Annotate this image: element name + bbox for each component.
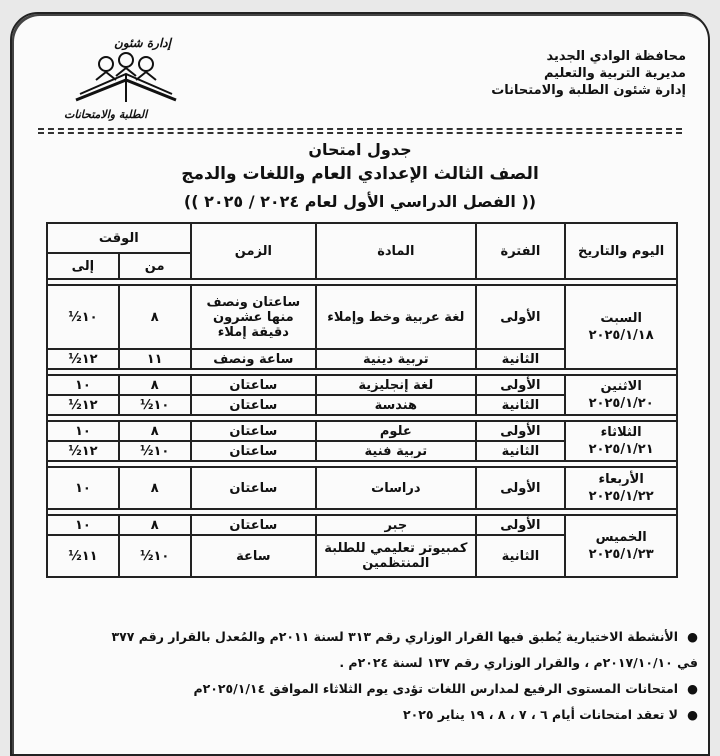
to-cell: ١٠½ bbox=[47, 285, 119, 349]
bullet-icon: ● bbox=[687, 629, 698, 644]
department-logo bbox=[52, 36, 202, 126]
period-cell: الثانية bbox=[476, 349, 566, 369]
from-cell: ٨ bbox=[119, 467, 191, 509]
to-cell: ١٢½ bbox=[47, 395, 119, 415]
period-cell: الثانية bbox=[476, 535, 566, 577]
period-cell: الأولى bbox=[476, 285, 566, 349]
subject-cell: لغة إنجليزية bbox=[316, 375, 475, 395]
period-cell: الأولى bbox=[476, 467, 566, 509]
period-cell: الثانية bbox=[476, 395, 566, 415]
day-cell bbox=[565, 467, 677, 509]
duration-cell: ساعتان bbox=[191, 421, 317, 441]
subject-cell: جبر bbox=[316, 515, 475, 535]
from-cell: ٨ bbox=[119, 515, 191, 535]
duration-cell: ساعتان bbox=[191, 375, 317, 395]
period-cell: الأولى bbox=[476, 515, 566, 535]
table-row bbox=[47, 285, 677, 349]
to-cell: ١١½ bbox=[47, 535, 119, 577]
period-cell: الثانية bbox=[476, 441, 566, 461]
table-row bbox=[47, 515, 677, 535]
day-cell bbox=[565, 285, 677, 369]
header-subject: المادة bbox=[316, 223, 475, 279]
grade-title: الصف الثالث الإعدادي العام واللغات والدمج bbox=[181, 164, 539, 184]
header-divider-2 bbox=[38, 132, 682, 134]
table-row bbox=[47, 421, 677, 441]
duration-cell: ساعتان bbox=[191, 515, 317, 535]
bullet-icon: ● bbox=[687, 681, 698, 696]
to-cell: ١٠ bbox=[47, 421, 119, 441]
day-name: الأربعاء bbox=[598, 472, 644, 487]
from-cell: ١٠½ bbox=[119, 535, 191, 577]
from-cell: ١٠½ bbox=[119, 395, 191, 415]
header-time: الوقت bbox=[47, 223, 191, 253]
header-period: الفترة bbox=[476, 223, 566, 279]
subject-cell: علوم bbox=[316, 421, 475, 441]
subject-cell: لغة عربية وخط وإملاء bbox=[316, 285, 475, 349]
day-date: ٢٠٢٥/١/١٨ bbox=[588, 328, 654, 343]
to-cell: ١٢½ bbox=[47, 441, 119, 461]
to-cell: ١٠ bbox=[47, 515, 119, 535]
period-cell: الأولى bbox=[476, 421, 566, 441]
to-cell: ١٠ bbox=[47, 467, 119, 509]
header-day: اليوم والتاريخ bbox=[565, 223, 677, 279]
note-activities-continued: في ٢٠١٧/١٠/١٠م ، والقرار الوزاري رقم ١٣٧ لسنة ٢٠٢٤م . bbox=[339, 655, 698, 670]
day-cell bbox=[565, 375, 677, 415]
day-name: الخميس bbox=[595, 530, 647, 545]
note-no-exams: لا تعقد امتحانات أيام ٦ ، ٧ ، ٨ ، ١٩ يناير ٢٠٢٥ bbox=[402, 707, 678, 722]
subject-cell: هندسة bbox=[316, 395, 475, 415]
duration-cell: ساعتان ونصف منها عشرون دقيقة إملاء bbox=[191, 285, 317, 349]
day-cell bbox=[565, 421, 677, 461]
day-date: ٢٠٢٥/١/٢٢ bbox=[588, 489, 654, 504]
organization-block bbox=[491, 48, 686, 99]
header-duration: الزمن bbox=[191, 223, 317, 279]
day-cell bbox=[565, 515, 677, 577]
day-date: ٢٠٢٥/١/٢١ bbox=[588, 442, 654, 457]
duration-cell: ساعتان bbox=[191, 441, 317, 461]
subject-cell: تربية دينية bbox=[316, 349, 475, 369]
org-line-directorate: مديرية التربية والتعليم bbox=[543, 66, 686, 81]
note-item bbox=[40, 676, 698, 702]
notes-section bbox=[40, 624, 698, 728]
logo-bottom-text: الطلبة والامتحانات bbox=[64, 108, 148, 121]
duration-cell: ساعة bbox=[191, 535, 317, 577]
day-date: ٢٠٢٥/١/٢٠ bbox=[588, 396, 654, 411]
term-title: (( الفصل الدراسي الأول لعام ٢٠٢٤ / ٢٠٢٥ )) bbox=[183, 192, 537, 211]
note-activities: الأنشطة الاختيارية يُطبق فيها القرار الوزاري رقم ٣١٣ لسنة ٢٠١١م والمُعدل بالقرار رقم ٣٧٧ bbox=[111, 629, 678, 644]
page-title: جدول امتحان bbox=[308, 140, 412, 159]
subject-cell: كمبيوتر تعليمي للطلبة المنتظمين bbox=[316, 535, 475, 577]
title-block bbox=[12, 140, 708, 216]
header-divider bbox=[38, 128, 682, 130]
day-date: ٢٠٢٥/١/٢٣ bbox=[588, 547, 654, 562]
period-cell: الأولى bbox=[476, 375, 566, 395]
day-name: الثلاثاء bbox=[600, 425, 642, 440]
subject-cell: دراسات bbox=[316, 467, 475, 509]
from-cell: ٨ bbox=[119, 375, 191, 395]
bullet-icon: ● bbox=[687, 707, 698, 722]
table-row bbox=[47, 467, 677, 509]
duration-cell: ساعة ونصف bbox=[191, 349, 317, 369]
from-cell: ١٠½ bbox=[119, 441, 191, 461]
duration-cell: ساعتان bbox=[191, 467, 317, 509]
note-item-continued bbox=[40, 650, 698, 676]
org-line-department: إدارة شئون الطلبة والامتحانات bbox=[491, 83, 686, 98]
table-row bbox=[47, 375, 677, 395]
note-item bbox=[40, 624, 698, 650]
header bbox=[12, 14, 708, 134]
from-cell: ١١ bbox=[119, 349, 191, 369]
logo-top-text: إدارة شئون bbox=[114, 36, 171, 50]
day-name: السبت bbox=[600, 311, 642, 326]
note-advanced-level: امتحانات المستوى الرفيع لمدارس اللغات تؤدى يوم الثلاثاء الموافق ٢٠٢٥/١/١٤م bbox=[193, 681, 678, 696]
open-book-icon bbox=[66, 50, 186, 108]
exam-schedule-table bbox=[46, 222, 678, 578]
from-cell: ٨ bbox=[119, 421, 191, 441]
org-line-governorate: محافظة الوادي الجديد bbox=[546, 49, 686, 64]
subject-cell: تربية فنية bbox=[316, 441, 475, 461]
to-cell: ١٢½ bbox=[47, 349, 119, 369]
note-item bbox=[40, 702, 698, 728]
header-from: من bbox=[119, 253, 191, 279]
day-name: الاثنين bbox=[600, 379, 642, 394]
to-cell: ١٠ bbox=[47, 375, 119, 395]
from-cell: ٨ bbox=[119, 285, 191, 349]
duration-cell: ساعتان bbox=[191, 395, 317, 415]
header-to: إلى bbox=[47, 253, 119, 279]
